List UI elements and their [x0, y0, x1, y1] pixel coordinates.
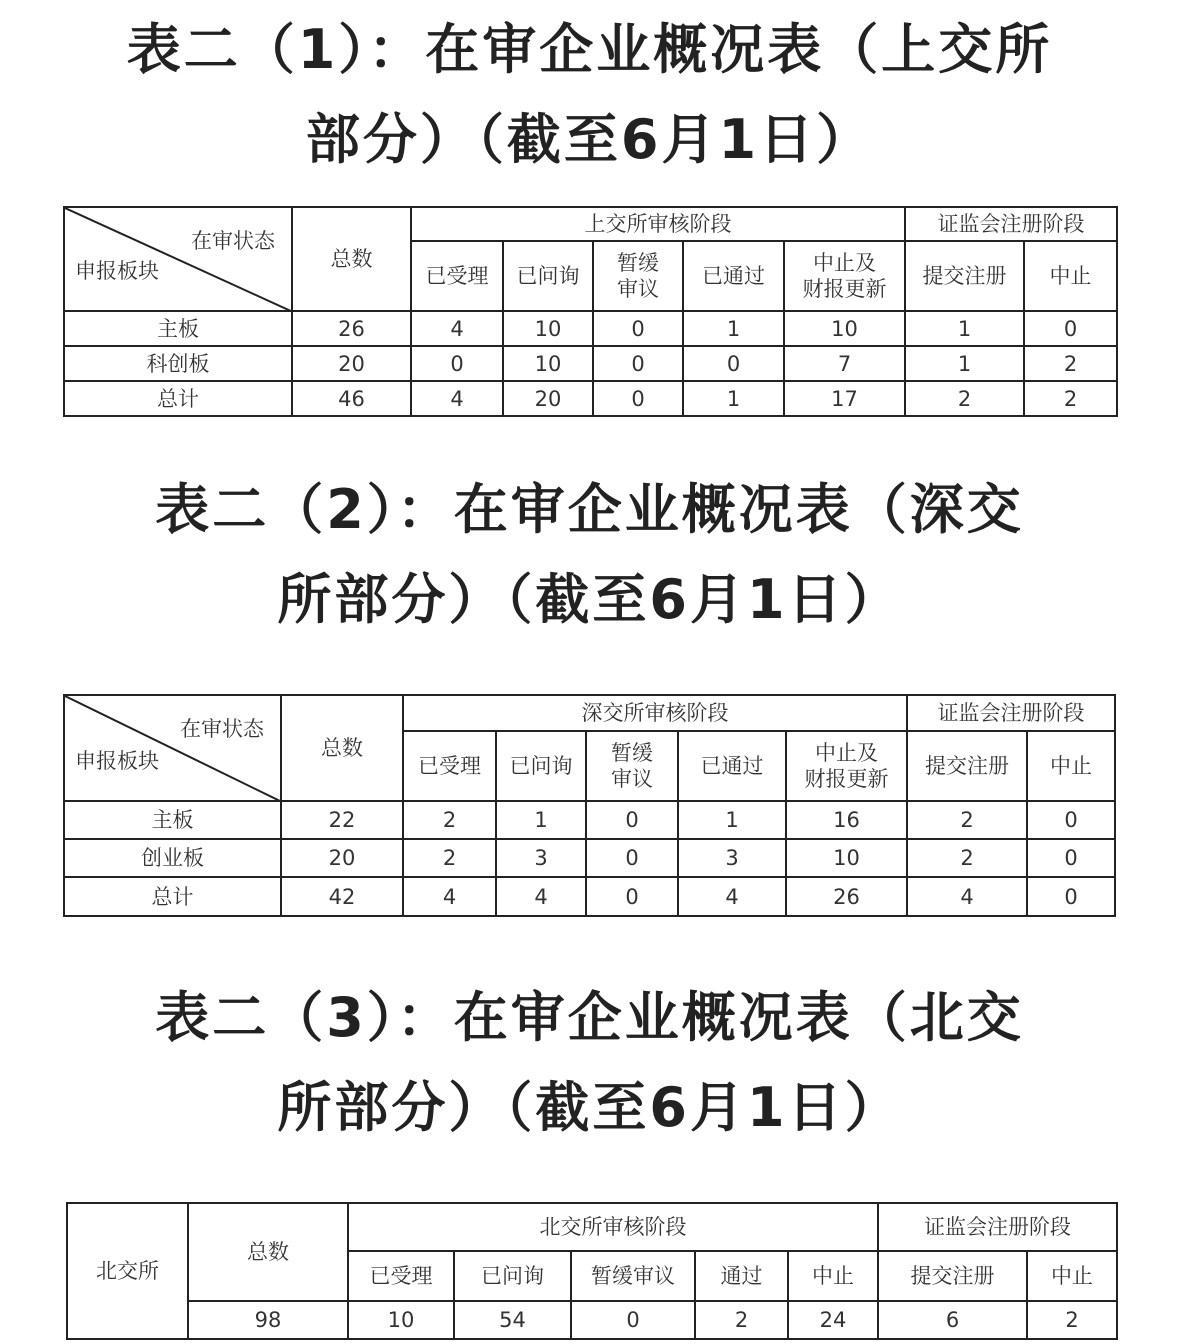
cell-value: 1 — [496, 801, 586, 839]
column-header: 中止 — [1024, 241, 1117, 311]
cell-value: 10 — [503, 346, 593, 381]
table-szse — [63, 694, 1116, 917]
row-label: 创业板 — [64, 839, 281, 877]
cell-value: 2 — [695, 1301, 788, 1339]
cell-value: 0 — [593, 311, 683, 346]
column-header: 已受理 — [411, 241, 503, 311]
column-header: 通过 — [695, 1251, 788, 1301]
section-2-title-line1: 表二（2）：在审企业概况表（深交 — [155, 478, 1024, 541]
cell-value: 2 — [1027, 1301, 1117, 1339]
cell-value: 0 — [683, 346, 784, 381]
row-total: 98 — [188, 1301, 348, 1339]
column-header: 中止及 财报更新 — [784, 241, 905, 311]
cell-value: 0 — [586, 801, 678, 839]
cell-value: 1 — [905, 311, 1024, 346]
row-label: 总计 — [64, 381, 292, 416]
csrc-stage-header: 证监会注册阶段 — [907, 695, 1115, 731]
column-header: 已受理 — [348, 1251, 454, 1301]
corner-top-label: 在审状态 — [180, 717, 264, 741]
column-header: 暂缓审议 — [571, 1251, 695, 1301]
cell-value: 26 — [786, 877, 907, 916]
column-header: 提交注册 — [878, 1251, 1027, 1301]
cell-value: 3 — [678, 839, 786, 877]
cell-value: 10 — [503, 311, 593, 346]
exchange-stage-header: 深交所审核阶段 — [403, 695, 907, 731]
cell-value: 0 — [586, 839, 678, 877]
corner-bottom-label: 申报板块 — [75, 259, 159, 283]
cell-value: 0 — [586, 877, 678, 916]
cell-value: 10 — [786, 839, 907, 877]
cell-value: 3 — [496, 839, 586, 877]
exchange-stage-header: 上交所审核阶段 — [411, 207, 905, 241]
cell-value: 0 — [1027, 877, 1115, 916]
cell-value: 4 — [678, 877, 786, 916]
total-header: 总数 — [281, 695, 403, 801]
cell-value: 1 — [683, 381, 784, 416]
row-label: 科创板 — [64, 346, 292, 381]
section-3-title — [0, 986, 1179, 1140]
row-total: 42 — [281, 877, 403, 916]
cell-value: 4 — [411, 311, 503, 346]
column-header: 中止及 财报更新 — [786, 731, 907, 801]
cell-value: 17 — [784, 381, 905, 416]
cell-value: 10 — [348, 1301, 454, 1339]
cell-value: 4 — [403, 877, 496, 916]
section-1-title-line1: 表二（1）：在审企业概况表（上交所 — [126, 18, 1053, 81]
cell-value: 0 — [1027, 839, 1115, 877]
table-row — [64, 311, 1117, 346]
cell-value: 1 — [678, 801, 786, 839]
corner-top-label: 在审状态 — [191, 229, 275, 253]
table-row — [64, 839, 1115, 877]
column-header: 已通过 — [683, 241, 784, 311]
corner-bottom-label: 申报板块 — [75, 749, 159, 773]
csrc-stage-header: 证监会注册阶段 — [905, 207, 1117, 241]
column-header: 中止 — [1027, 731, 1115, 801]
section-3-title-line2: 所部分）（截至6月1日） — [277, 1076, 902, 1139]
cell-value: 2 — [905, 381, 1024, 416]
total-header: 总数 — [292, 207, 411, 311]
row-label: 总计 — [64, 877, 281, 916]
column-header: 暂缓 审议 — [593, 241, 683, 311]
section-1-title — [0, 18, 1179, 172]
row-total: 22 — [281, 801, 403, 839]
cell-value: 2 — [403, 839, 496, 877]
column-header: 中止 — [1027, 1251, 1117, 1301]
table-row — [67, 1301, 1117, 1339]
corner-header-cell — [64, 695, 281, 801]
cell-value: 0 — [593, 381, 683, 416]
cell-value: 0 — [1027, 801, 1115, 839]
cell-value: 2 — [907, 801, 1027, 839]
cell-value: 2 — [1024, 346, 1117, 381]
cell-value: 54 — [454, 1301, 571, 1339]
cell-value: 2 — [1024, 381, 1117, 416]
exchange-row-header: 北交所 — [67, 1203, 188, 1339]
cell-value: 4 — [411, 381, 503, 416]
row-total: 20 — [281, 839, 403, 877]
cell-value: 0 — [571, 1301, 695, 1339]
cell-value: 4 — [907, 877, 1027, 916]
section-2-title — [0, 478, 1179, 632]
column-header: 已通过 — [678, 731, 786, 801]
table-row — [64, 801, 1115, 839]
corner-header-cell — [64, 207, 292, 311]
table-sse — [63, 206, 1118, 417]
column-header: 提交注册 — [905, 241, 1024, 311]
column-header: 暂缓 审议 — [586, 731, 678, 801]
row-label: 主板 — [64, 311, 292, 346]
cell-value: 16 — [786, 801, 907, 839]
column-header: 已问询 — [503, 241, 593, 311]
column-header: 中止 — [788, 1251, 878, 1301]
section-3-title-line1: 表二（3）：在审企业概况表（北交 — [155, 986, 1024, 1049]
cell-value: 2 — [907, 839, 1027, 877]
csrc-stage-header: 证监会注册阶段 — [878, 1203, 1117, 1251]
section-1-title-line2: 部分）（截至6月1日） — [305, 108, 874, 171]
cell-value: 4 — [496, 877, 586, 916]
cell-value: 0 — [1024, 311, 1117, 346]
row-total: 46 — [292, 381, 411, 416]
column-header: 已问询 — [454, 1251, 571, 1301]
table-bse — [66, 1202, 1118, 1340]
cell-value: 1 — [905, 346, 1024, 381]
row-total: 20 — [292, 346, 411, 381]
cell-value: 0 — [593, 346, 683, 381]
total-header: 总数 — [188, 1203, 348, 1301]
row-total: 26 — [292, 311, 411, 346]
cell-value: 7 — [784, 346, 905, 381]
cell-value: 1 — [683, 311, 784, 346]
cell-value: 6 — [878, 1301, 1027, 1339]
table-row-total — [64, 381, 1117, 416]
exchange-stage-header: 北交所审核阶段 — [348, 1203, 878, 1251]
cell-value: 20 — [503, 381, 593, 416]
column-header: 已受理 — [403, 731, 496, 801]
column-header: 已问询 — [496, 731, 586, 801]
cell-value: 10 — [784, 311, 905, 346]
cell-value: 0 — [411, 346, 503, 381]
table-row-total — [64, 877, 1115, 916]
cell-value: 24 — [788, 1301, 878, 1339]
row-label: 主板 — [64, 801, 281, 839]
cell-value: 2 — [403, 801, 496, 839]
section-2-title-line2: 所部分）（截至6月1日） — [277, 568, 902, 631]
table-row — [64, 346, 1117, 381]
column-header: 提交注册 — [907, 731, 1027, 801]
